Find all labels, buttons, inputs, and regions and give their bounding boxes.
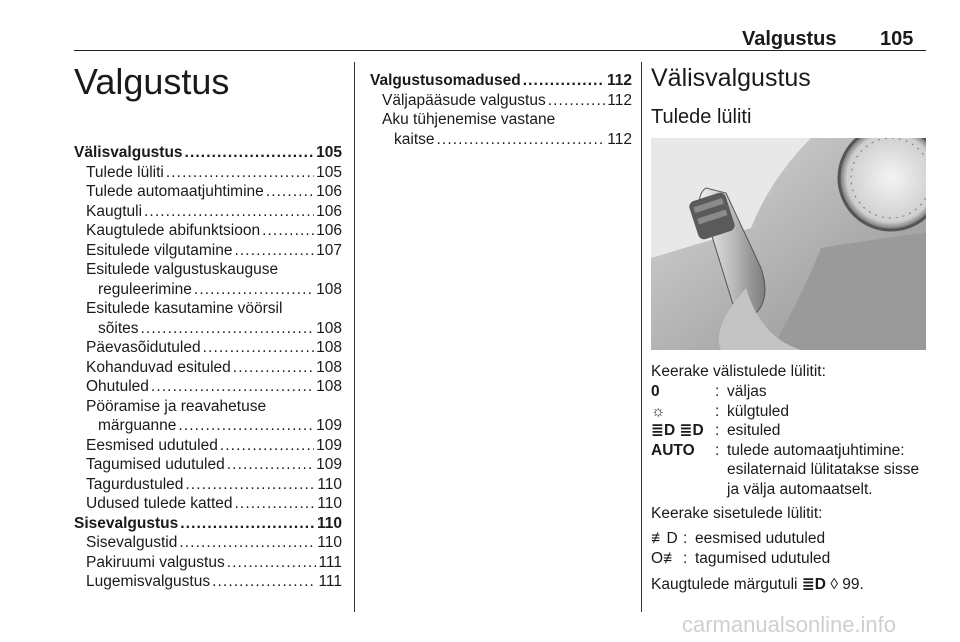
toc-section-entry[interactable] <box>74 514 342 534</box>
toc-entry-page: 108 <box>316 378 342 395</box>
fog-light-icon: O≢ <box>651 549 679 567</box>
column-divider-1 <box>354 62 355 612</box>
page-reference: ◊ 99. <box>830 576 864 593</box>
header-title: Valgustus <box>742 28 837 50</box>
toc-dot-leader <box>233 358 314 378</box>
toc-entry-page: 109 <box>316 417 342 434</box>
toc-entry-label: Lugemisvalgustus <box>86 573 211 590</box>
column-divider-2 <box>641 62 642 612</box>
toc-entry[interactable] <box>74 280 342 300</box>
toc-entry-page: 112 <box>607 130 632 148</box>
high-beam-text: Kaugtulede märgutuli <box>651 576 798 593</box>
toc-entry-label: Päevasõidutuled <box>86 339 201 356</box>
toc-entry-label: kaitse <box>394 130 435 148</box>
switch-definition-row <box>651 402 919 422</box>
high-beam-icon: ≣D <box>801 576 826 593</box>
toc-dot-leader <box>178 416 314 436</box>
fog-definition-text: eesmised udutuled <box>695 530 826 547</box>
toc-entry-page: 112 <box>606 72 632 89</box>
toc-entry-page: 108 <box>316 339 342 356</box>
toc-entry-label: Pakiruumi valgustus <box>86 553 225 571</box>
switch-symbol-icon: ≣D ≣D <box>651 422 704 439</box>
toc-entry-page: 108 <box>316 358 342 376</box>
toc-section-entry[interactable] <box>74 143 342 163</box>
fog-definition-row <box>651 549 830 569</box>
toc-entry[interactable] <box>74 221 342 241</box>
toc-entry[interactable] <box>74 455 342 475</box>
switch-definition-text: ja välja automaatselt. <box>727 480 873 498</box>
toc-entry[interactable] <box>74 377 342 397</box>
toc-dot-leader <box>548 91 606 111</box>
toc-entry-page: 105 <box>316 163 342 181</box>
definition-colon <box>715 480 727 500</box>
toc-dot-leader <box>262 221 314 241</box>
toc-entry-label: Tulede lüliti <box>86 163 164 181</box>
toc-dot-leader <box>227 553 317 573</box>
toc-dot-leader <box>203 338 315 358</box>
switch-definition-text: väljas <box>727 383 767 400</box>
watermark: carmanualsonline.info <box>682 612 897 637</box>
toc-entry[interactable] <box>74 436 342 456</box>
toc-entry[interactable] <box>74 319 342 339</box>
high-beam-indicator-line <box>651 575 864 595</box>
toc-entry-label: Sisevalgustus <box>74 514 179 532</box>
toc-entry-page: 108 <box>316 319 342 337</box>
switch-definition-text: esilaternaid lülitatakse sisse <box>727 461 920 478</box>
fog-light-icon: ≢D <box>651 530 678 547</box>
definition-colon: : <box>715 402 720 420</box>
switch-symbol-icon: AUTO <box>651 441 695 459</box>
toc-entry-page: 106 <box>316 222 342 239</box>
switch-definition-text: esituled <box>727 422 781 439</box>
interior-switch-intro: Keerake sisetulede lülitit: <box>651 505 823 522</box>
toc-entry-page: 105 <box>316 144 342 161</box>
toc-dot-leader <box>185 475 315 495</box>
switch-definitions <box>651 382 919 499</box>
toc-entry-page: 111 <box>318 553 342 571</box>
switch-symbol-icon <box>651 460 715 480</box>
switch-symbol-icon <box>651 480 715 500</box>
definition-colon: : <box>715 422 720 439</box>
toc-entry-label: Udused tulede katted <box>86 495 233 512</box>
toc-dot-leader <box>212 572 316 592</box>
toc-entry-line: Pööramise ja reavahetuse <box>86 397 267 415</box>
toc-dot-leader <box>144 202 314 222</box>
switch-definition-row <box>651 460 919 480</box>
toc-entry-label: märguanne <box>98 417 177 434</box>
toc-entry[interactable] <box>370 91 632 111</box>
chapter-title: Valgustus <box>74 61 230 102</box>
toc-entry-page: 107 <box>316 241 342 259</box>
toc-dot-leader <box>194 280 314 300</box>
switch-symbol-icon: 0 <box>651 383 660 400</box>
toc-section-entry[interactable] <box>370 71 632 91</box>
toc-dot-leader <box>523 71 605 91</box>
page-number: 105 <box>880 28 914 50</box>
toc-dot-leader <box>437 130 606 150</box>
toc-column-2 <box>370 71 632 149</box>
switch-definition-text: külgtuled <box>727 402 790 420</box>
toc-dot-leader <box>234 241 314 261</box>
definition-colon <box>715 460 727 480</box>
toc-dot-leader <box>180 514 315 534</box>
toc-entry[interactable] <box>74 494 342 514</box>
fog-definition-row <box>651 529 830 549</box>
toc-entry[interactable] <box>74 533 342 553</box>
switch-definition-text: tulede automaatjuhtimine: <box>727 441 905 459</box>
toc-entry[interactable] <box>74 202 342 222</box>
toc-entry-label: Tulede automaatjuhtimine <box>86 183 264 200</box>
toc-entry[interactable] <box>74 358 342 378</box>
toc-entry[interactable] <box>74 338 342 358</box>
fog-definition-text: tagumised udutuled <box>695 549 831 567</box>
toc-dot-leader <box>179 533 315 553</box>
toc-dot-leader <box>227 455 314 475</box>
toc-entry-label: Valgustusomadused <box>370 72 521 89</box>
toc-dot-leader <box>166 163 314 183</box>
toc-dot-leader <box>235 494 316 514</box>
switch-definition-row <box>651 480 919 500</box>
toc-entry[interactable] <box>74 572 342 592</box>
definition-colon: : <box>715 383 720 400</box>
toc-entry-page: 106 <box>316 202 342 220</box>
toc-entry-page: 109 <box>316 456 342 473</box>
definition-colon: : <box>715 441 720 459</box>
toc-entry[interactable] <box>74 416 342 436</box>
toc-entry-label: Kaugtuli <box>86 202 143 220</box>
definition-colon: : <box>683 549 688 567</box>
toc-dot-leader <box>151 377 314 397</box>
exterior-switch-intro: Keerake välistulede lülitit: <box>651 363 826 380</box>
toc-entry[interactable] <box>370 130 632 150</box>
switch-definition-row <box>651 382 919 402</box>
toc-entry-label: Esitulede vilgutamine <box>86 241 233 259</box>
switch-definition-row <box>651 421 919 441</box>
toc-dot-leader <box>266 182 314 202</box>
section-title: Välisvalgustus <box>651 64 811 92</box>
toc-column-1 <box>74 143 342 592</box>
toc-entry-label: Sisevalgustid <box>86 534 178 551</box>
toc-entry-page: 106 <box>316 183 342 200</box>
switch-definition-row <box>651 441 919 461</box>
toc-entry-page: 109 <box>316 436 342 454</box>
toc-dot-leader <box>141 319 315 339</box>
toc-entry-label: Kohanduvad esituled <box>86 358 231 376</box>
switch-symbol-icon: ☼ <box>651 402 666 420</box>
toc-entry-label: sõites <box>98 319 139 337</box>
toc-entry-page: 111 <box>318 573 342 590</box>
toc-entry[interactable] <box>74 553 342 573</box>
toc-entry[interactable] <box>74 182 342 202</box>
toc-entry[interactable] <box>74 241 342 261</box>
toc-entry-line: Aku tühjenemise vastane <box>382 111 556 128</box>
toc-entry-label: Välisvalgustus <box>74 144 183 161</box>
header-rule <box>74 50 926 51</box>
toc-entry-label: Tagumised udutuled <box>86 456 225 473</box>
toc-entry-page: 110 <box>317 475 342 493</box>
toc-dot-leader <box>220 436 314 456</box>
toc-entry-page: 110 <box>317 495 342 512</box>
toc-entry-page: 110 <box>316 514 342 532</box>
toc-entry-label: Kaugtulede abifunktsioon <box>86 222 261 239</box>
toc-entry-page: 108 <box>316 280 342 298</box>
toc-entry-label: Eesmised udutuled <box>86 436 218 454</box>
toc-entry[interactable] <box>74 163 342 183</box>
subsection-title: Tulede lüliti <box>651 106 752 128</box>
light-switch-photo <box>651 138 926 350</box>
toc-entry-page: 110 <box>317 534 342 551</box>
toc-entry[interactable] <box>74 475 342 495</box>
fog-definitions <box>651 529 830 568</box>
toc-entry-label: Tagurdustuled <box>86 475 184 493</box>
toc-entry-label: Väljapääsude valgustus <box>382 91 546 109</box>
toc-entry-label: reguleerimine <box>98 280 192 298</box>
toc-entry-page: 112 <box>607 91 632 109</box>
toc-entry-label: Ohutuled <box>86 378 149 395</box>
toc-entry-line: Esitulede valgustuskauguse <box>86 261 279 278</box>
definition-colon: : <box>683 530 688 547</box>
toc-dot-leader <box>185 143 315 163</box>
toc-entry-line: Esitulede kasutamine vöörsil <box>86 300 283 317</box>
